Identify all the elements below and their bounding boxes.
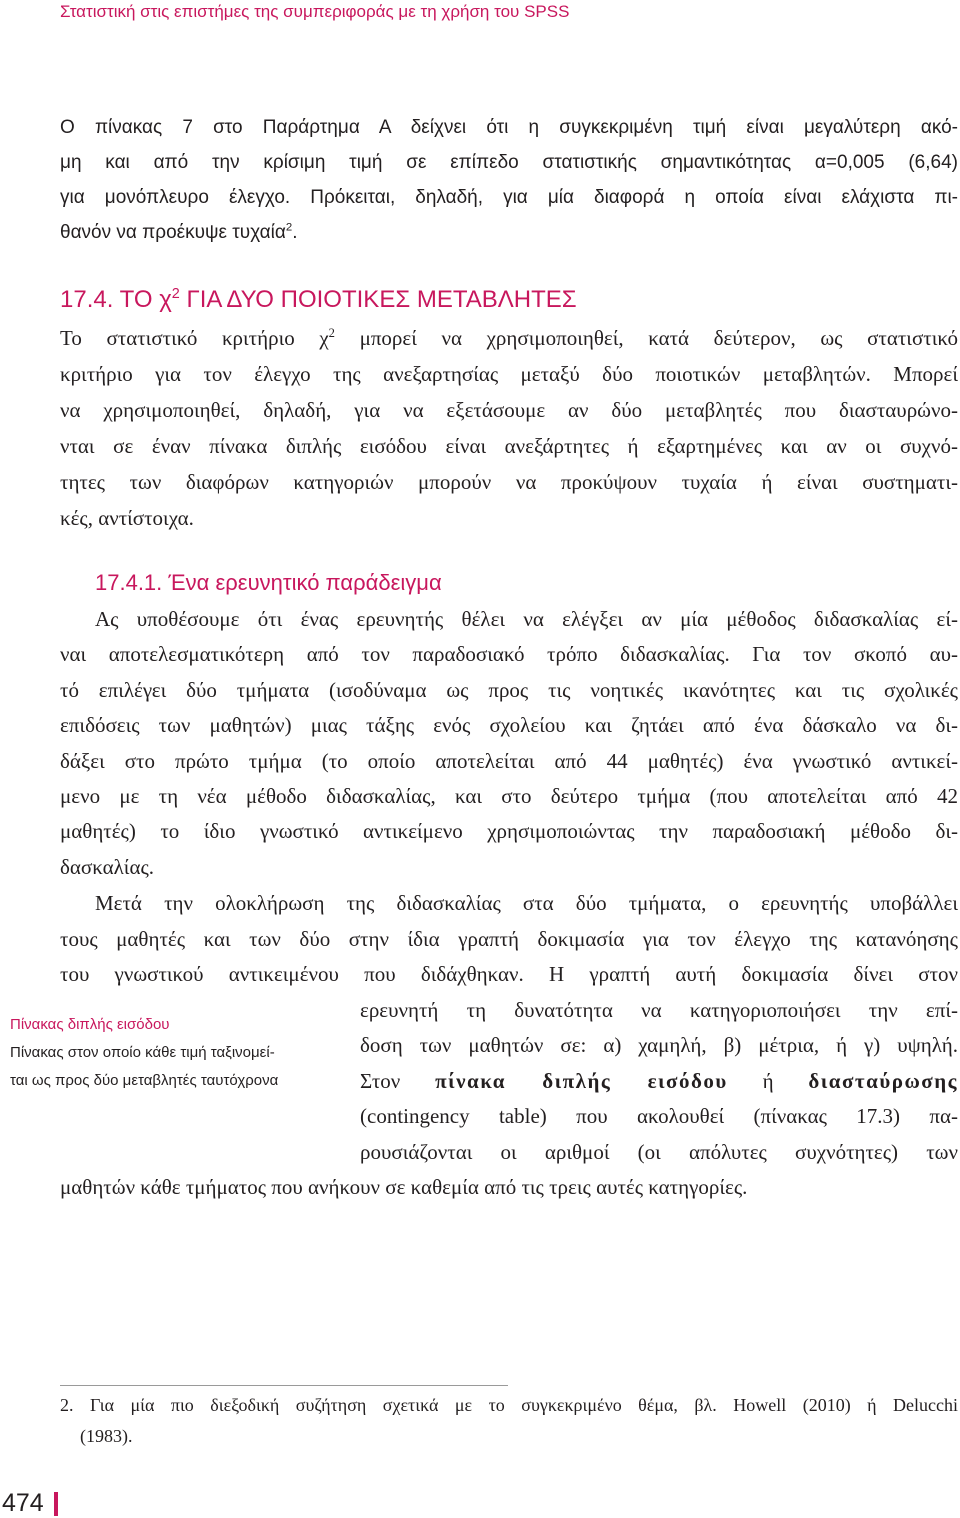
paragraph-line: μαθητών κάθε τμήματος που ανήκουν σε καθεμία από τις τρεις αυτές κατηγορίες. — [60, 1175, 748, 1199]
margin-note-definition-line: Πίνακας στον οποίο κάθε τιμή ταξινομεί- — [10, 1044, 275, 1061]
section-title-superscript: 2 — [171, 286, 180, 302]
paragraph-line: του γνωστικού αντικειμένου που διδάχθηκαν. Η γραπτή αυτή δοκιμασία δίνει στον — [60, 962, 958, 986]
section-heading — [60, 283, 577, 317]
page-number: 474 — [2, 1489, 44, 1517]
paragraph-line: τό επιλέγει δύο τμήματα (ισοδύναμα ως προς τις νοητικές ικανότητες και τις σχολικές — [60, 677, 958, 702]
section-title-text: ΤΟ χ — [119, 286, 172, 313]
line-end: . — [292, 222, 298, 243]
paragraph-line: επιδόσεις των μαθητών) μιας τάξης ενός σχολείου και ζητάει από ένα δάσκαλο να δι- — [60, 713, 958, 738]
footnote-divider — [60, 1385, 508, 1386]
paragraph-line: ναι αποτελεσματικότερη από τον παραδοσιακό τρόπο διδασκαλίας. Για τον σκοπό αυ- — [60, 642, 958, 667]
footnote-line: (1983). — [80, 1426, 133, 1446]
footnote — [60, 1390, 958, 1452]
paragraph-line: δοση των μαθητών σε: α) χαμηλή, β) μέτρια, ή γ) υψηλή. — [360, 1033, 958, 1057]
paragraph-line: μη και από την κρίσιμη τιμή σε επίπεδο στατιστικής σημαντικότητας α=0,005 (6,64) — [60, 152, 958, 173]
page-number-bar — [54, 1492, 58, 1516]
paragraph-line — [360, 1064, 958, 1100]
line-text: ή — [727, 1068, 809, 1093]
key-term: πίνακα διπλής εισόδου — [435, 1068, 728, 1093]
line-text: Το στατιστικό κριτήριο χ — [60, 326, 329, 350]
paragraph-line: κές, αντίστοιχα. — [60, 506, 194, 530]
paragraph-line: Ας υποθέσουμε ότι ένας ερευνητής θέλει να ελέγξει αν μία μέθοδος διδασκαλίας εί- — [95, 607, 958, 631]
margin-note — [10, 1011, 345, 1095]
paragraph-line: δάξει στο πρώτο τμήμα (το οποίο αποτελείται από 44 μαθητές) ένα γνωστικό αντικεί- — [60, 748, 958, 773]
paragraph-line: Μετά την ολοκλήρωση της διδασκαλίας στα δύο τμήματα, ο ερευνητής υποβάλλει — [95, 891, 958, 915]
paragraph-line: για μονόπλευρο έλεγχο. Πρόκειται, δηλαδή, για μία διαφορά η οποία είναι ελάχιστα πι- — [60, 187, 958, 208]
example-paragraph-1 — [60, 602, 958, 885]
paragraph-line: νται σε έναν πίνακα διπλής εισόδου είναι ανεξάρτητες ή εξαρτημένες και αν οι συχνό- — [60, 434, 958, 458]
paragraph-line — [60, 215, 958, 250]
line-text: μπορεί να χρησιμοποιηθεί, κατά δεύτερον, ως στατιστικό — [334, 326, 958, 350]
section-paragraph — [60, 320, 958, 536]
footnote-number: 2. — [60, 1395, 74, 1415]
paragraph-line: τους μαθητές και των δύο στην ίδια γραπτή δοκιμασία για τον έλεγχο της κατανόησης — [60, 926, 958, 951]
section-title-text: ΓΙΑ ΔΥΟ ΠΟΙΟΤΙΚΕΣ ΜΕΤΑΒΛΗΤΕΣ — [179, 286, 577, 313]
paragraph-line: τητες των διαφόρων κατηγοριών μπορούν να προκύψουν τυχαία ή είναι συστηματι- — [60, 470, 958, 494]
subsection-heading — [95, 566, 442, 600]
subsection-number: 17.4.1. — [95, 570, 163, 595]
line-text: Στον — [360, 1068, 436, 1093]
intro-paragraph — [60, 110, 958, 250]
paragraph-line: Ο πίνακας 7 στο Παράρτημα Α δείχνει ότι η συγκεκριμένη τιμή είναι μεγαλύτερη ακό- — [60, 117, 958, 138]
paragraph-line: δασκαλίας. — [60, 854, 155, 879]
footnote-marker: 2 — [285, 221, 293, 234]
paragraph-line: (contingency table) που ακολουθεί (πίνακας 17.3) πα- — [360, 1104, 958, 1128]
margin-note-term: Πίνακας διπλής εισόδου — [10, 1016, 170, 1033]
section-title — [120, 286, 577, 313]
paragraph-line: μαθητές) το ίδιο γνωστικό αντικείμενο χρησιμοποιώντας την παραδοσιακή μέθοδο δι- — [60, 819, 958, 844]
paragraph-line: κριτήριο για τον έλεγχο της ανεξαρτησίας μεταξύ δύο ποιοτικών μεταβλητών. Μπορεί — [60, 362, 958, 386]
section-number: 17.4. — [60, 286, 114, 313]
margin-note-definition-line: ται ως προς δύο μεταβλητές ταυτόχρονα — [10, 1072, 279, 1089]
footnote-line — [60, 1390, 958, 1421]
paragraph-line: μενο με τη νέα μέθοδο διδασκαλίας, και στο δεύτερο τμήμα (που αποτελείται από 42 — [60, 784, 958, 809]
superscript: 2 — [328, 326, 335, 340]
running-header: Στατιστική στις επιστήμες της συμπεριφοράς με τη χρήση του SPSS — [60, 2, 570, 21]
key-term: διασταύρωσης — [808, 1068, 959, 1093]
paragraph-line: να χρησιμοποιηθεί, δηλαδή, για να εξετάσουμε αν δύο μεταβλητές που διασταυρώνο- — [60, 398, 958, 422]
footnote-text: Για μία πιο διεξοδική συζήτηση σχετικά με το συγκεκριμένο θέμα, βλ. Howell (2010) ή Delucchi — [89, 1395, 958, 1415]
paragraph-line — [60, 320, 958, 356]
subsection-title: Ένα ερευνητικό παράδειγμα — [168, 570, 442, 595]
line-text: θανόν να προέκυψε τυχαία — [60, 222, 286, 243]
paragraph-line: ερευνητή τη δυνατότητα να κατηγοριοποιήσει την επί- — [360, 997, 958, 1022]
paragraph-line: ρουσιάζονται οι αριθμοί (οι απόλυτες συχνότητες) των — [360, 1139, 958, 1164]
